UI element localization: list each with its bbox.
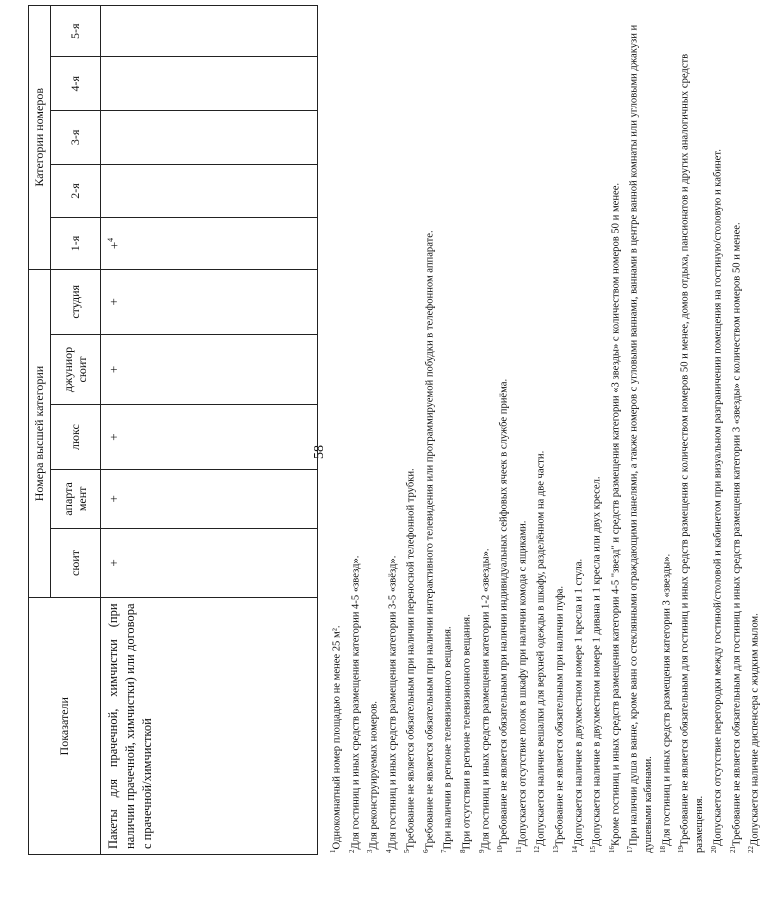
col-category-4: 4-я	[51, 57, 101, 111]
footnote	[707, 3, 726, 853]
footnote-text: Требование не является обязательным при наличии интерактивного телевидения или программируемой побудки в телефонном аппарате.	[424, 230, 436, 850]
mark-cell	[101, 164, 318, 218]
footnote	[363, 3, 382, 853]
footnote-number: 11	[514, 846, 523, 853]
footnote-number: 1	[329, 849, 337, 853]
footnote	[623, 3, 656, 853]
mark-cell: +	[101, 269, 318, 334]
footnote	[345, 3, 364, 853]
room-categories-header: Категории номеров	[29, 6, 51, 270]
col-junior-suite: джуниор сюит	[51, 334, 101, 404]
footnote-text: Допускается наличие вешалки для верхней одежды в шкафу, разделённом на две части.	[535, 450, 547, 846]
footnote-number: 15	[589, 846, 598, 853]
footnote-text: Для гостиниц и иных средств размещения категории 3-5 «звёзд».	[387, 555, 399, 850]
page-number: 58	[312, 445, 327, 459]
footnote	[568, 3, 587, 853]
footnote-text: Для реконструируемых номеров.	[368, 701, 380, 850]
mark-cell: +	[101, 470, 318, 528]
footnote-text: Требование не является обязательным для гостиниц и иных средств размещения категории 3 «звезды» с количеством номеров 50 и менее.	[731, 222, 743, 846]
mark-cell	[101, 57, 318, 111]
footnote	[512, 3, 531, 853]
footnote-text: Требование не является обязательным для гостиниц и иных средств размещения с количеством номеров 50 и менее, домов отдыха, пансионатов и других аналогичных средств размещения.	[679, 53, 706, 853]
requirements-table	[28, 5, 318, 855]
footnote-number: 10	[496, 846, 505, 853]
footnote-ref: 4	[106, 237, 115, 242]
footnote-text: Однокомнатный номер площадью не менее 25 м².	[331, 625, 343, 850]
top-rooms-header: Номера высшей категории	[29, 269, 51, 598]
footnote-number: 7	[440, 849, 449, 853]
footnote-number: 22	[747, 846, 756, 853]
mark-cell: +	[101, 404, 318, 469]
footnote-text: При отсутствии в регионе телевизионного вещания.	[461, 614, 473, 850]
footnote	[530, 3, 549, 853]
footnote	[674, 3, 707, 853]
col-suite: сюит	[51, 528, 101, 598]
indicators-header: Показатели	[29, 598, 101, 855]
footnote-number: 14	[570, 846, 579, 853]
footnote-number: 20	[710, 846, 719, 853]
footnote-text: Допускается отсутствие перегородки между гостиной/столовой и кабинетом при визуальном разграничении помещения на гостиную/столовую и кабинет.	[712, 149, 724, 846]
footnote	[382, 3, 401, 853]
footnote-text: Допускается наличие в двухместном номере 1 кресла и 1 стула.	[573, 558, 585, 846]
footnote-text: Допускается наличие диспенсера с жидким мылом.	[749, 613, 761, 846]
footnote	[605, 3, 624, 853]
footnote	[326, 3, 345, 853]
footnote	[549, 3, 568, 853]
footnote	[437, 3, 456, 853]
footnote-number: 12	[533, 846, 542, 853]
footnote-text: Допускается наличие в двухместном номере 1 дивана и 1 кресла или двух кресел.	[591, 476, 603, 846]
footnote	[419, 3, 438, 853]
col-category-1: 1-я	[51, 218, 101, 269]
footnote	[656, 3, 675, 853]
mark-cell	[101, 111, 318, 165]
mark-cell	[101, 6, 318, 57]
table-row	[101, 6, 318, 855]
footnote-number: 17	[626, 846, 635, 853]
footnote-number: 21	[728, 846, 737, 853]
footnote-text: Для гостиниц и иных средств размещения категории 4-5 «звезд».	[350, 555, 362, 850]
footnote-number: 5	[403, 849, 412, 853]
mark-cell	[101, 218, 318, 269]
mark-symbol: +	[106, 241, 122, 250]
footnote-text: Допускается отсутствие полок в шкафу при наличии комода с ящиками.	[517, 520, 529, 847]
footnote-number: 3	[366, 849, 375, 853]
footnote-number: 18	[658, 846, 667, 853]
footnote-text: Кроме гостиниц и иных средств размещения категории 4-5 "звезд" и средств размещения категории «3 звезды» с количеством номеров 50 и менее.	[610, 182, 622, 846]
footnote-text: Требование не является обязательным при наличии индивидуальных сейфовых ячеек в службе приёма.	[498, 378, 510, 846]
footnote	[456, 3, 475, 853]
col-category-5: 5-я	[51, 6, 101, 57]
footnote-text: Требование не является обязательным при наличии пуфа.	[554, 585, 566, 846]
footnote-text: Требование не является обязательным при наличии переносной телефонной трубки.	[405, 468, 417, 850]
mark-cell: +	[101, 528, 318, 598]
footnote-text: При наличии в регионе телевизионного вещания.	[443, 626, 454, 850]
footnote-number: 19	[677, 846, 686, 853]
indicator-cell: Пакеты для прачечной, химчистки (при наличии прачечной, химчистки) или договора с прачечной/химчисткой	[101, 598, 318, 855]
footnote-number: 16	[607, 846, 616, 853]
footnote-number: 6	[421, 849, 430, 853]
footnote	[475, 3, 494, 853]
footnotes	[326, 3, 763, 853]
col-apartment: апарта мент	[51, 470, 101, 528]
col-category-2: 2-я	[51, 164, 101, 218]
footnote-text: Для гостиниц и иных средств размещения категории 3 «звезды».	[661, 553, 673, 846]
footnote-number: 8	[459, 849, 468, 853]
col-studio: студия	[51, 269, 101, 334]
footnote	[400, 3, 419, 853]
col-category-3: 3-я	[51, 111, 101, 165]
footnote	[493, 3, 512, 853]
footnote-number: 9	[477, 849, 486, 853]
footnote	[744, 3, 763, 853]
footnote-text: Для гостиниц и иных средств размещения категории 1-2 «звезды».	[480, 548, 492, 850]
footnote-number: 13	[551, 846, 560, 853]
footnote-number: 2	[347, 849, 356, 853]
footnote-text: При наличии душа в ванне, кроме ванн со стеклянными ограждающими панелями, а также номеров с угловыми ваннами, ваннами в центре ванной комнаты или угловыми джакузи и душевыми кабинами.	[628, 24, 654, 853]
footnote	[586, 3, 605, 853]
footnote	[726, 3, 745, 853]
footnote-number: 4	[384, 849, 393, 853]
col-lux: люкс	[51, 404, 101, 469]
mark-cell: +	[101, 334, 318, 404]
